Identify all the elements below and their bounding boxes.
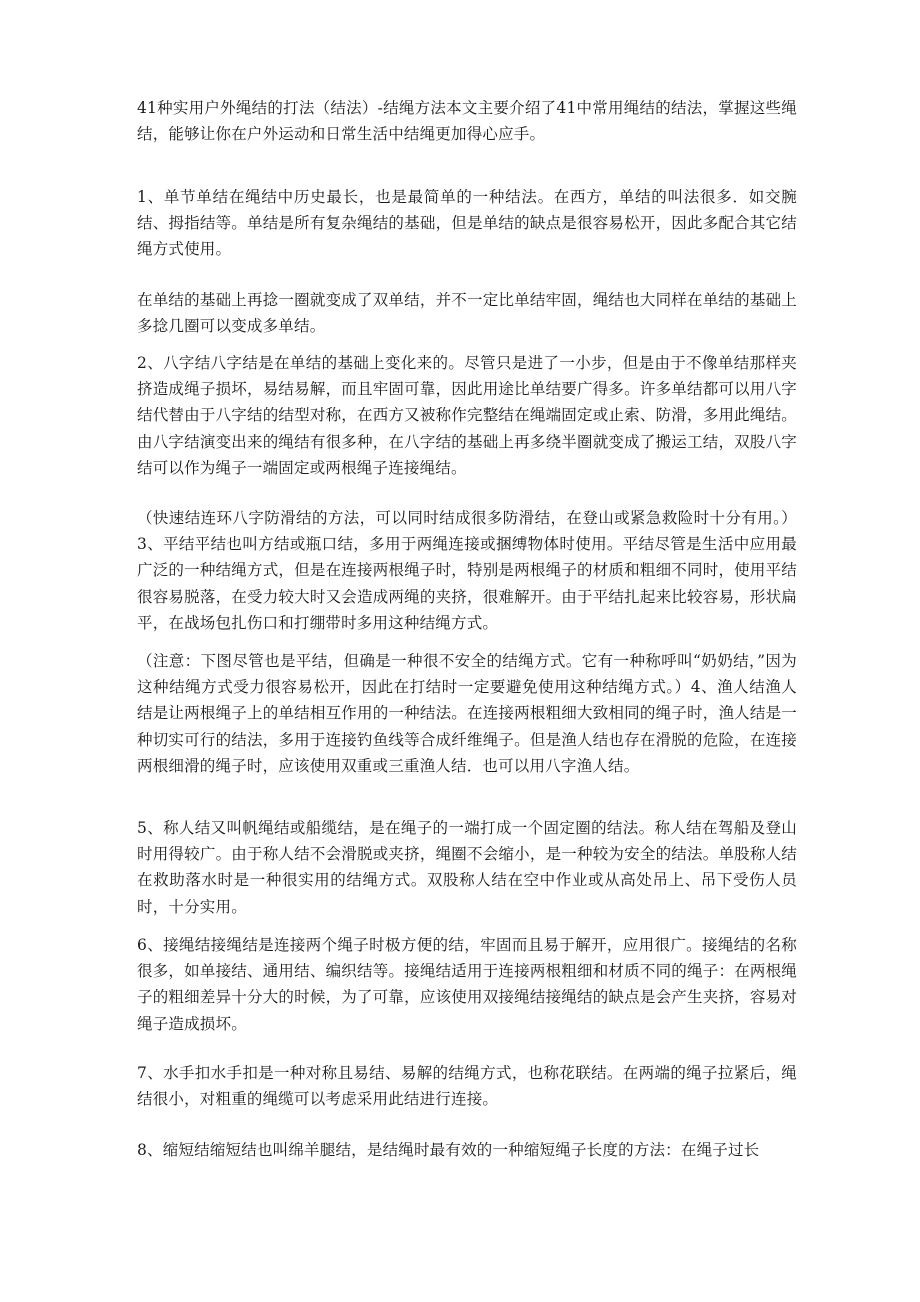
section-5-bowline: 5、称人结又叫帆绳结或船缆结，是在绳子的一端打成一个固定圈的结法。称人结在驾船及登山时用得较广。由于称人结不会滑脱或夹挤，绳圈不会缩小，是一种较为安全的结法。单股称人结在救助落水时是一种很实用的结绳方式。双股称人结在空中作业或从高处吊上、吊下受伤人员时，十分实用。	[137, 819, 797, 916]
section-7-sailors-knot: 7、水手扣水手扣是一种对称且易结、易解的结绳方式，也称花联结。在两端的绳子拉紧后，绳结很小，对粗重的绳缆可以考虑采用此结进行连接。	[137, 1064, 797, 1109]
section-8-sheepshank: 8、缩短结缩短结也叫绵羊腿结，是结绳时最有效的一种缩短绳子长度的方法：在绳子过长	[137, 1141, 760, 1159]
section-3-square-knot: （快速结连环八字防滑结的方法，可以同时结成很多防滑结，在登山或紧急救险时十分有用。）3、平结平结也叫方结或瓶口结，多用于两绳连接或捆缚物体时使用。平结尽管是生活中应用最广泛的一种结绳方式，但是在连接两根绳子时，特别是两根绳子的材质和粗细不同时，使用平结很容易脱落，在受力较大时又会造成两绳的夹挤，很难解开。由于平结扎起来比较容易，形状扁平，在战场包扎伤口和打绷带时多用这种结绳方式。	[137, 509, 797, 632]
section-4-fishermans-knot: （注意：下图尽管也是平结，但确是一种很不安全的结绳方式。它有一种称呼叫“奶奶结，”因为这种结绳方式受力很容易松开，因此在打结时一定要避免使用这种结绳方式。）4、渔人结渔人结是让两根绳子上的单结相互作用的一种结法。在连接两根粗细大致相同的绳子时，渔人结是一种切实可行的结法，多用于连接钓鱼线等合成纤维绳子。但是渔人结也存在滑脱的危险，在连接两根细滑的绳子时，应该使用双重或三重渔人结．也可以用八字渔人结。	[137, 652, 797, 775]
section-6-sheet-bend: 6、接绳结接绳结是连接两个绳子时极方便的结，牢固而且易于解开，应用很广。接绳结的名称很多，如单接结、通用结、编织结等。接绳结适用于连接两根粗细和材质不同的绳子：在两根绳子的粗细差异十分大的时候，为了可靠，应该使用双接绳结接绳结的缺点是会产生夹挤，容易对绳子造成损坏。	[137, 936, 797, 1033]
section-1-single-knot: 1、单节单结在绳结中历史最长，也是最简单的一种结法。在西方，单结的叫法很多．如交腕结、拇指结等。单结是所有复杂绳结的基础，但是单结的缺点是很容易松开，因此多配合其它结绳方式使用。	[137, 188, 797, 259]
intro-paragraph: 41种实用户外绳结的打法（结法）-结绳方法本文主要介绍了41中常用绳结的结法，掌握这些绳结，能够让你在户外运动和日常生活中结绳更加得心应手。	[137, 99, 797, 144]
double-single-knot-paragraph: 在单结的基础上再捻一圈就变成了双单结，并不一定比单结牢固，绳结也大同样在单结的基础上多捻几圈可以变成多单结。	[137, 291, 797, 336]
section-2-figure-eight-knot: 2、八字结八字结是在单结的基础上变化来的。尽管只是进了一小步，但是由于不像单结那样夹挤造成绳子损坏，易结易解，而且牢固可靠，因此用途比单结要广得多。许多单结都可以用八字结代替由于八字结的结型对称，在西方又被称作完整结在绳端固定或止索、防滑，多用此绳结。由八字结演变出来的绳结有很多种，在八字结的基础上再多绕半圈就变成了搬运工结，双股八字结可以作为绳子一端固定或两根绳子连接绳结。	[137, 354, 797, 477]
